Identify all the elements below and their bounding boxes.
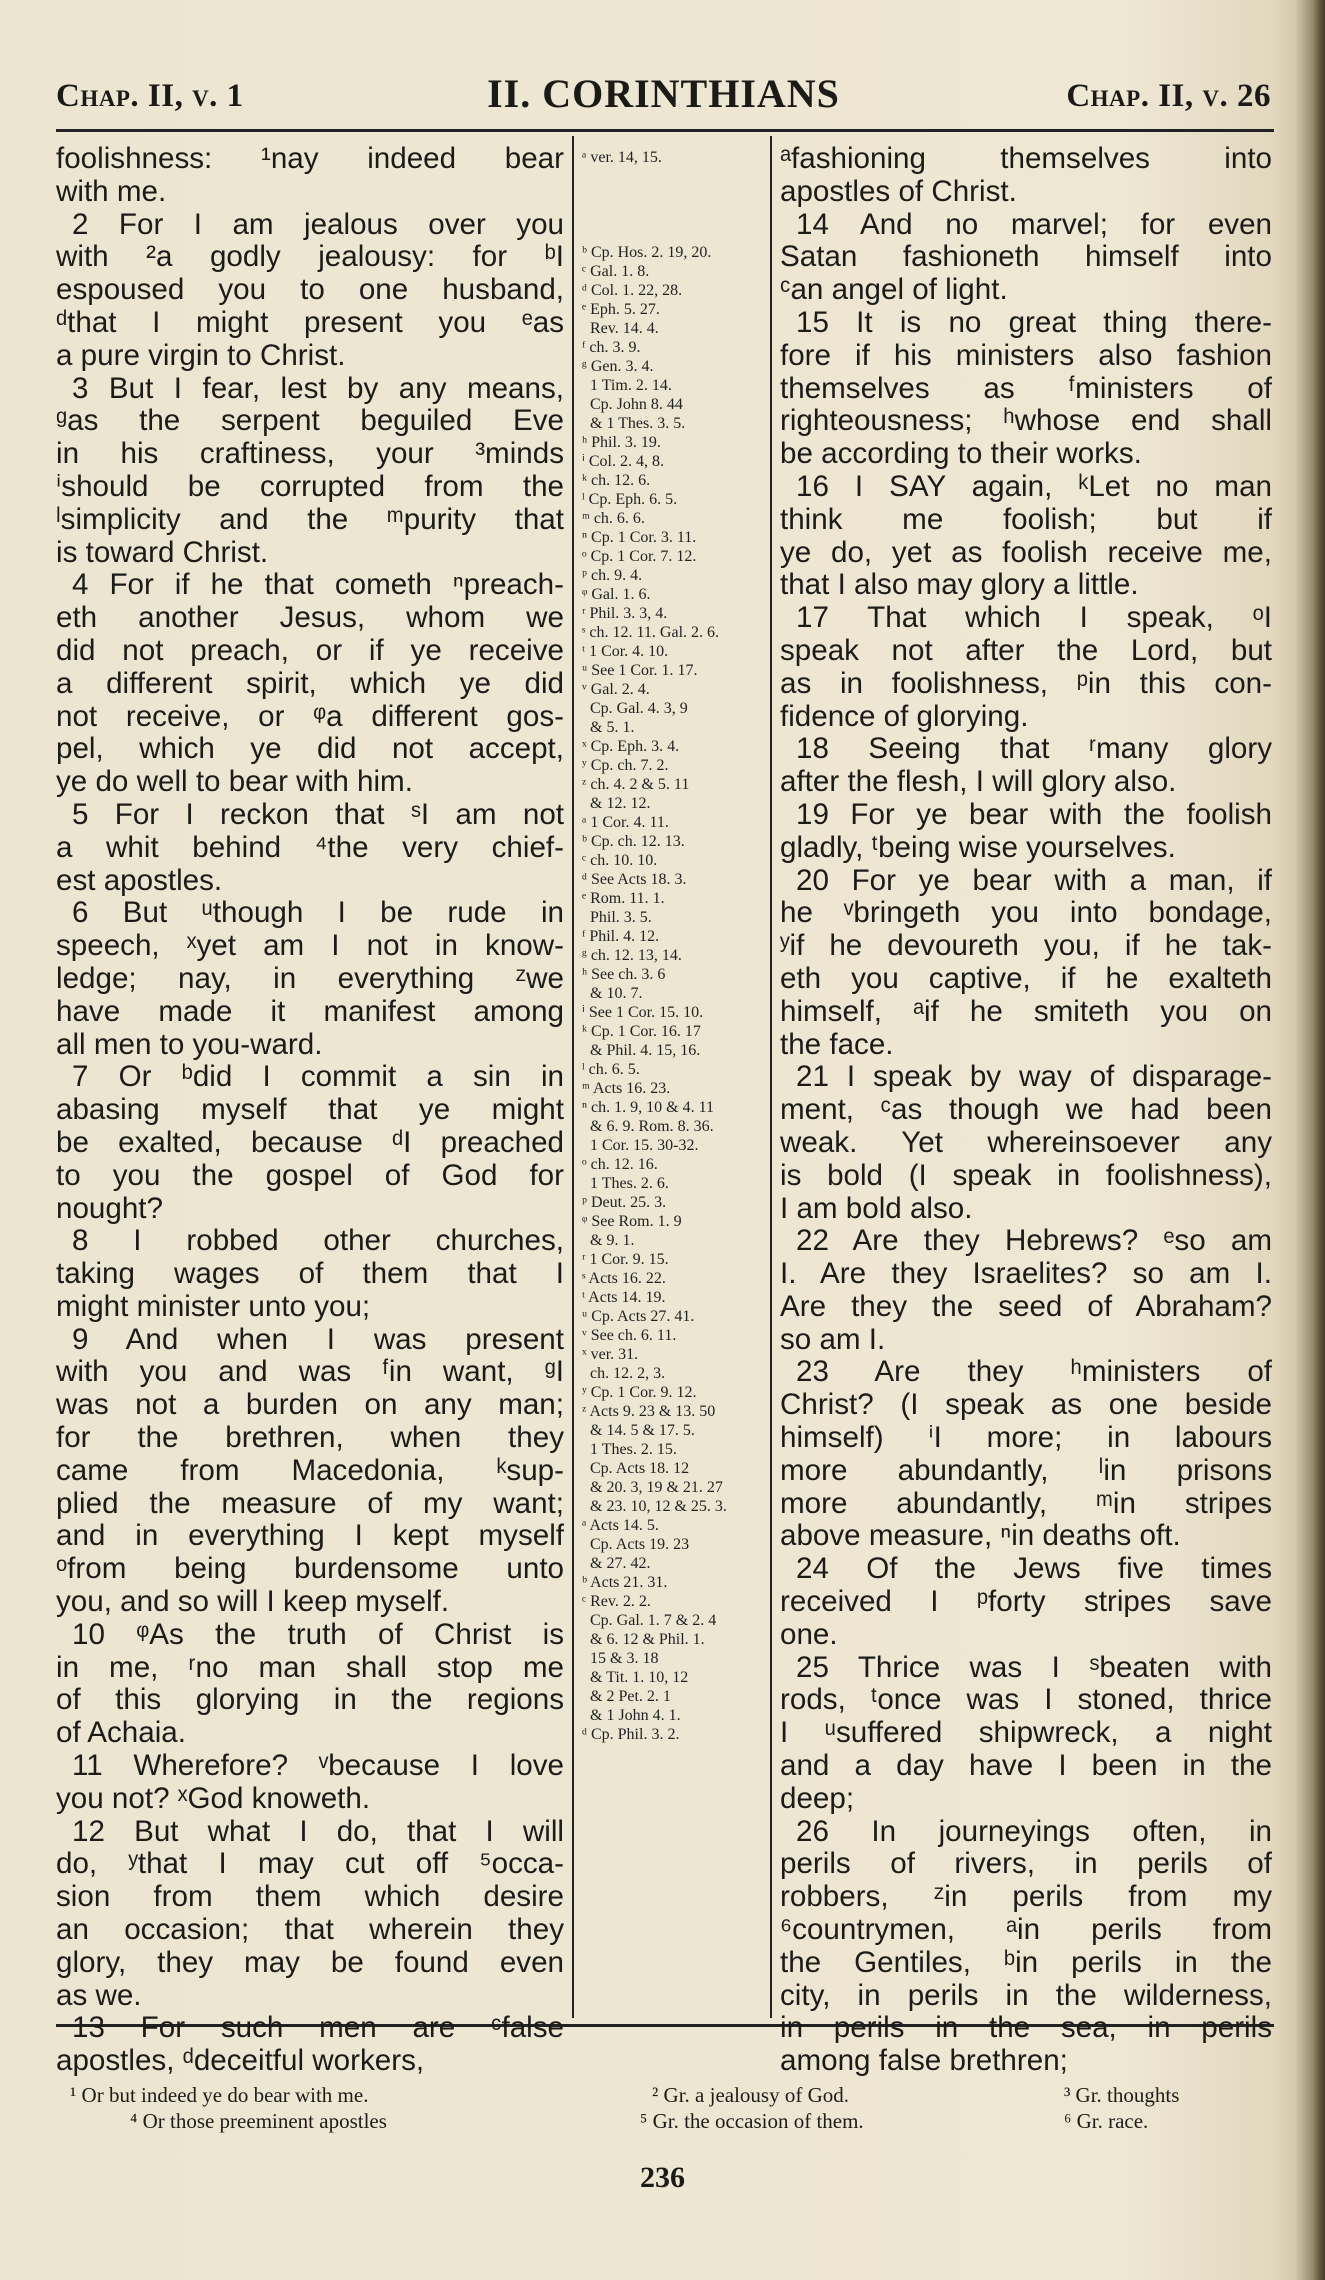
header-chapter-end: Chap. II, v. 26 xyxy=(1066,78,1271,114)
verse-line: ⁶countrymen, ᵃin perils from xyxy=(780,1913,1272,1947)
cross-reference: & Tit. 1. 10, 12 xyxy=(582,1669,689,1686)
cross-reference: & 2 Pet. 2. 1 xyxy=(582,1688,671,1705)
verse-line: plied the measure of my want; xyxy=(56,1486,564,1520)
cross-reference: & 10. 7. xyxy=(582,985,643,1002)
cross-reference: Cp. Gal. 1. 7 & 2. 4 xyxy=(582,1612,717,1629)
verse-line: eth another Jesus, whom we xyxy=(56,601,564,635)
cross-reference: ᵈ See Acts 18. 3. xyxy=(582,871,687,888)
cross-reference: ᵃ ver. 14, 15. xyxy=(582,149,662,166)
cross-reference: Rev. 14. 4. xyxy=(582,320,659,337)
cross-reference-column xyxy=(582,148,760,1744)
cross-reference: Cp. Gal. 4. 3, 9 xyxy=(582,700,688,717)
cross-reference: 1 Thes. 2. 6. xyxy=(582,1175,669,1192)
cross-reference: ᵏ ch. 12. 6. xyxy=(582,472,651,489)
right-text-column xyxy=(780,143,1272,2078)
cross-reference: ʳ 1 Cor. 9. 15. xyxy=(582,1251,669,1268)
verse-line: of Achaia. xyxy=(56,1716,186,1750)
verse-line: think me foolish; but if xyxy=(780,502,1272,536)
verse-line: in his craftiness, your ³minds xyxy=(56,437,564,471)
cross-reference: ᵠ Gal. 1. 6. xyxy=(582,586,651,603)
verse-line: more abundantly, ᵐin stripes xyxy=(780,1486,1272,1520)
cross-reference: ᵒ ch. 12. 16. xyxy=(582,1156,658,1173)
verse-line: in perils in the sea, in perils xyxy=(780,2011,1272,2045)
cross-reference: ʸ Cp. ch. 7. 2. xyxy=(582,757,669,774)
verse-line: is bold (I speak in foolishness), xyxy=(780,1158,1272,1192)
cross-reference: ᵠ See Rom. 1. 9 xyxy=(582,1213,682,1230)
cross-reference: ᶻ Acts 9. 23 & 13. 50 xyxy=(582,1403,716,1420)
verse-line: as in foolishness, ᵖin this con- xyxy=(780,666,1272,700)
verse-line: ye do, yet as foolish receive me, xyxy=(780,535,1272,569)
verse-line: 23 Are they ʰministers of xyxy=(796,1355,1272,1389)
cross-reference: ⁿ Cp. 1 Cor. 3. 11. xyxy=(582,529,697,546)
verse-line: 11 Wherefore? ᵛbecause I love xyxy=(72,1749,564,1783)
verse-line: a pure virgin to Christ. xyxy=(56,338,346,372)
verse-line: 22 Are they Hebrews? ᵉso am xyxy=(796,1224,1272,1258)
cross-reference: & 1 John 4. 1. xyxy=(582,1707,681,1724)
verse-line: among false brethren; xyxy=(780,2044,1068,2078)
verse-line: 8 I robbed other churches, xyxy=(72,1224,564,1258)
verse-line: ᵃfashioning themselves into xyxy=(780,142,1272,175)
cross-reference: ᵍ Gen. 3. 4. xyxy=(582,358,654,375)
cross-reference: ʰ See ch. 3. 6 xyxy=(582,966,666,983)
verse-line: more abundantly, ˡin prisons xyxy=(780,1453,1272,1487)
cross-reference: ᵃ 1 Cor. 4. 11. xyxy=(582,814,669,831)
cross-reference: ᵍ ch. 12. 13, 14. xyxy=(582,947,682,964)
verse-line: is toward Christ. xyxy=(56,535,269,569)
cross-reference: & 14. 5 & 17. 5. xyxy=(582,1422,695,1439)
verse-line: 26 In journeyings often, in xyxy=(796,1814,1272,1848)
header-rule xyxy=(56,129,1274,132)
verse-line: ye do well to bear with him. xyxy=(56,765,413,799)
verse-line: 10 ᵠAs the truth of Christ is xyxy=(72,1617,564,1651)
cross-reference: ˣ ver. 31. xyxy=(582,1346,639,1363)
verse-line: the face. xyxy=(780,1027,894,1061)
cross-reference: ᵖ ch. 9. 4. xyxy=(582,567,643,584)
cross-reference: ᵉ Eph. 5. 27. xyxy=(582,301,660,318)
verse-line: gladly, ᵗbeing wise yourselves. xyxy=(780,830,1176,864)
verse-line: est apostles. xyxy=(56,863,223,897)
verse-line: 14 And no marvel; for even xyxy=(796,207,1272,241)
cross-reference: ᶜ Gal. 1. 8. xyxy=(582,263,650,280)
cross-reference: 15 & 3. 18 xyxy=(582,1650,659,1667)
verse-line: you, and so will I keep myself. xyxy=(56,1585,450,1619)
verse-line: himself, ᵃif he smiteth you on xyxy=(780,994,1272,1028)
verse-line: was not a burden on any man; xyxy=(56,1388,564,1422)
verse-line: in me, ʳno man shall stop me xyxy=(56,1650,564,1684)
verse-line: 17 That which I speak, ᵒI xyxy=(796,601,1272,635)
verse-line: 24 Of the Jews five times xyxy=(796,1552,1272,1586)
cross-reference: ᶠ ch. 3. 9. xyxy=(582,339,641,356)
verse-line: ˡsimplicity and the ᵐpurity that xyxy=(56,502,564,536)
verse-line: glory, they may be found even xyxy=(56,1945,564,1979)
verse-line: be exalted, because ᵈI preached xyxy=(56,1125,564,1159)
verse-line: abasing myself that ye might xyxy=(56,1093,564,1127)
verse-line: themselves as ᶠministers of xyxy=(780,371,1272,405)
cross-reference: & 20. 3, 19 & 21. 27 xyxy=(582,1479,723,1496)
verse-line: so am I. xyxy=(780,1322,886,1356)
verse-line: pel, which ye did not accept, xyxy=(56,732,564,766)
verse-line: taking wages of them that I xyxy=(56,1257,564,1291)
verse-line: apostles, ᵈdeceitful workers, xyxy=(56,2044,425,2078)
left-text-column xyxy=(56,143,564,2078)
footnote-1: ¹ Or but indeed ye do bear with me. xyxy=(70,2083,369,2107)
verse-line: robbers, ᶻin perils from my xyxy=(780,1880,1272,1914)
verse-line: I am bold also. xyxy=(780,1191,973,1225)
footnote-4: ⁴ Or those preeminent apostles xyxy=(130,2109,387,2133)
verse-line: 15 It is no great thing there- xyxy=(796,305,1272,339)
verse-line: 18 Seeing that ʳmany glory xyxy=(796,732,1272,766)
verse-line: deep; xyxy=(780,1781,855,1815)
verse-line: sion from them which desire xyxy=(56,1880,564,1914)
cross-reference: ⁱ See 1 Cor. 15. 10. xyxy=(582,1004,704,1021)
verse-line: ⁱshould be corrupted from the xyxy=(56,469,564,503)
cross-reference: ˢ ch. 12. 11. Gal. 2. 6. xyxy=(582,624,720,641)
verse-line: ᵒfrom being burdensome unto xyxy=(56,1552,564,1586)
page-number: 236 xyxy=(640,2161,685,2194)
verse-line: espoused you to one husband, xyxy=(56,273,564,307)
verse-line: do, ʸthat I may cut off ⁵occa- xyxy=(56,1847,564,1881)
verse-line: Satan fashioneth himself into xyxy=(780,240,1272,274)
verse-line: ᵍas the serpent beguiled Eve xyxy=(56,404,564,438)
cross-reference: & Phil. 4. 15, 16. xyxy=(582,1042,701,1059)
cross-reference: ˡ Cp. Eph. 6. 5. xyxy=(582,491,678,508)
cross-reference: & 23. 10, 12 & 25. 3. xyxy=(582,1498,727,1515)
cross-reference: & 6. 9. Rom. 8. 36. xyxy=(582,1118,714,1135)
verse-line: righteousness; ʰwhose end shall xyxy=(780,404,1272,438)
footnote-3: ³ Gr. thoughts xyxy=(1064,2083,1180,2107)
cross-reference: ˡ ch. 6. 5. xyxy=(582,1061,640,1078)
verse-line: ᵈthat I might present you ᵉas xyxy=(56,305,564,339)
verse-line: have made it manifest among xyxy=(56,994,564,1028)
cross-reference: Cp. Acts 18. 12 xyxy=(582,1460,690,1477)
verse-line: did not preach, or if ye receive xyxy=(56,633,564,667)
cross-reference xyxy=(582,186,760,205)
cross-reference: 1 Tim. 2. 14. xyxy=(582,377,672,394)
verse-line: ment, ᶜas though we had been xyxy=(780,1093,1272,1127)
cross-reference: ᵘ Cp. Acts 27. 41. xyxy=(582,1308,695,1325)
cross-reference: ᶻ ch. 4. 2 & 5. 11 xyxy=(582,776,690,793)
verse-line: of this glorying in the regions xyxy=(56,1683,564,1717)
verse-line: a different spirit, which ye did xyxy=(56,666,564,700)
verse-line: one. xyxy=(780,1617,838,1651)
cross-reference: Cp. John 8. 44 xyxy=(582,396,683,413)
verse-line: 2 For I am jealous over you xyxy=(72,207,564,241)
footnotes xyxy=(70,2082,1270,2142)
verse-line: came from Macedonia, ᵏsup- xyxy=(56,1453,564,1487)
verse-line: for the brethren, when they xyxy=(56,1421,564,1455)
verse-line: speak not after the Lord, but xyxy=(780,633,1272,667)
cross-reference: ᵇ Cp. Hos. 2. 19, 20. xyxy=(582,244,712,261)
cross-reference: & 5. 1. xyxy=(582,719,635,736)
cross-reference: ᵈ Col. 1. 22, 28. xyxy=(582,282,683,299)
cross-reference: ᵛ Gal. 2. 4. xyxy=(582,681,650,698)
cross-reference: ᵖ Deut. 25. 3. xyxy=(582,1194,667,1211)
book-spine-shadow xyxy=(1295,0,1325,2280)
verse-line: I. Are they Israelites? so am I. xyxy=(780,1257,1272,1291)
cross-reference: & 12. 12. xyxy=(582,795,651,812)
footnote-2: ² Gr. a jealousy of God. xyxy=(652,2083,850,2107)
cross-reference: Phil. 3. 5. xyxy=(582,909,652,926)
verse-line: 19 For ye bear with the foolish xyxy=(796,797,1272,831)
verse-line: 9 And when I was present xyxy=(72,1322,564,1356)
verse-line: himself) ⁱI more; in labours xyxy=(780,1421,1272,1455)
cross-reference: ᶜ ch. 10. 10. xyxy=(582,852,658,869)
cross-reference: & 27. 42. xyxy=(582,1555,651,1572)
verse-line: all men to you-ward. xyxy=(56,1027,323,1061)
cross-reference: 1 Cor. 15. 30-32. xyxy=(582,1137,699,1154)
verse-line: received I ᵖforty stripes save xyxy=(780,1585,1272,1619)
verse-line: you not? ˣGod knoweth. xyxy=(56,1781,371,1815)
cross-reference: ᵘ See 1 Cor. 1. 17. xyxy=(582,662,698,679)
verse-line: as we. xyxy=(56,1978,142,2012)
verse-line: 20 For ye bear with a man, if xyxy=(796,863,1272,897)
verse-line: the Gentiles, ᵇin perils in the xyxy=(780,1945,1272,1979)
column-divider-left xyxy=(572,136,574,2018)
cross-reference: ᵗ 1 Cor. 4. 10. xyxy=(582,643,669,660)
verse-line: after the flesh, I will glory also. xyxy=(780,765,1177,799)
verse-line: an occasion; that wherein they xyxy=(56,1913,564,1947)
verse-line: 12 But what I do, that I will xyxy=(72,1814,564,1848)
verse-line: above measure, ⁿin deaths oft. xyxy=(780,1519,1181,1553)
cross-reference: ᵇ Acts 21. 31. xyxy=(582,1574,668,1591)
cross-reference: ch. 12. 2, 3. xyxy=(582,1365,666,1382)
verse-line: with ²a godly jealousy: for ᵇI xyxy=(56,240,564,274)
verse-line: Christ? (I speak as one beside xyxy=(780,1388,1272,1422)
verse-line: might minister unto you; xyxy=(56,1289,371,1323)
verse-line: rods, ᵗonce was I stoned, thrice xyxy=(780,1683,1272,1717)
column-divider-right xyxy=(770,136,772,2018)
cross-reference: & 6. 12 & Phil. 1. xyxy=(582,1631,705,1648)
verse-line: 21 I speak by way of disparage- xyxy=(796,1060,1272,1094)
cross-reference: ʳ Phil. 3. 3, 4. xyxy=(582,605,668,622)
running-header xyxy=(56,70,1271,126)
verse-line: 25 Thrice was I ˢbeaten with xyxy=(796,1650,1272,1684)
cross-reference xyxy=(582,167,760,186)
cross-reference: ᶜ Rev. 2. 2. xyxy=(582,1593,651,1610)
verse-line: to you the gospel of God for xyxy=(56,1158,564,1192)
cross-reference: & 9. 1. xyxy=(582,1232,635,1249)
cross-reference: & 1 Thes. 3. 5. xyxy=(582,415,686,432)
verse-line: that I also may glory a little. xyxy=(780,568,1139,602)
verse-line: ledge; nay, in everything ᶻwe xyxy=(56,961,564,995)
verse-line: not receive, or ᵠa different gos- xyxy=(56,699,564,733)
cross-reference: ᵉ Rom. 11. 1. xyxy=(582,890,665,907)
cross-reference xyxy=(582,205,760,224)
verse-line: 13 For such men are ᶜfalse xyxy=(72,2011,564,2045)
verse-line: fidence of glorying. xyxy=(780,699,1029,733)
cross-reference: ᵒ Cp. 1 Cor. 7. 12. xyxy=(582,548,697,565)
verse-line: 7 Or ᵇdid I commit a sin in xyxy=(72,1060,564,1094)
cross-reference: ᵇ Cp. ch. 12. 13. xyxy=(582,833,685,850)
verse-line: 4 For if he that cometh ⁿpreach- xyxy=(72,568,564,602)
cross-reference: ᵈ Cp. Phil. 3. 2. xyxy=(582,1726,680,1743)
cross-reference: ʰ Phil. 3. 19. xyxy=(582,434,661,451)
verse-line: city, in perils in the wilderness, xyxy=(780,1978,1272,2012)
verse-line: apostles of Christ. xyxy=(780,174,1017,208)
verse-line: eth you captive, if he exalteth xyxy=(780,961,1272,995)
cross-reference: ᵐ Acts 16. 23. xyxy=(582,1080,671,1097)
verse-line: perils of rivers, in perils of xyxy=(780,1847,1272,1881)
verse-line: Are they the seed of Abraham? xyxy=(780,1289,1272,1323)
cross-reference: Cp. Acts 19. 23 xyxy=(582,1536,690,1553)
cross-reference xyxy=(582,224,760,243)
verse-line: foolishness: ¹nay indeed bear xyxy=(56,142,564,175)
verse-line: weak. Yet whereinsoever any xyxy=(780,1125,1272,1159)
verse-line: and a day have I been in the xyxy=(780,1749,1272,1783)
cross-reference: ᵏ Cp. 1 Cor. 16. 17 xyxy=(582,1023,701,1040)
verse-line: and in everything I kept myself xyxy=(56,1519,564,1553)
verse-line: 5 For I reckon that ˢI am not xyxy=(72,797,564,831)
cross-reference: 1 Thes. 2. 15. xyxy=(582,1441,677,1458)
verse-line: with you and was ᶠin want, ᵍI xyxy=(56,1355,564,1389)
verse-line: I ᵘsuffered shipwreck, a night xyxy=(780,1716,1272,1750)
verse-line: ʸif he devoureth you, if he tak- xyxy=(780,929,1272,963)
cross-reference: ᵐ ch. 6. 6. xyxy=(582,510,645,527)
footnote-5: ⁵ Gr. the occasion of them. xyxy=(640,2109,864,2133)
cross-reference: ᶠ Phil. 4. 12. xyxy=(582,928,660,945)
cross-reference: ʸ Cp. 1 Cor. 9. 12. xyxy=(582,1384,697,1401)
verse-line: speech, ˣyet am I not in know- xyxy=(56,929,564,963)
verse-line: with me. xyxy=(56,174,167,208)
footnote-6: ⁶ Gr. race. xyxy=(1064,2109,1149,2133)
verse-line: he ᵛbringeth you into bondage, xyxy=(780,896,1272,930)
cross-reference: ˣ Cp. Eph. 3. 4. xyxy=(582,738,680,755)
cross-reference: ᵛ See ch. 6. 11. xyxy=(582,1327,677,1344)
cross-reference: ᵗ Acts 14. 19. xyxy=(582,1289,666,1306)
verse-line: fore if his ministers also fashion xyxy=(780,338,1272,372)
verse-line: ᶜan angel of light. xyxy=(780,273,1008,307)
verse-line: 6 But ᵘthough I be rude in xyxy=(72,896,564,930)
cross-reference: ᵃ Acts 14. 5. xyxy=(582,1517,659,1534)
header-chapter-start: Chap. II, v. 1 xyxy=(56,78,244,114)
cross-reference: ˢ Acts 16. 22. xyxy=(582,1270,666,1287)
header-book-title: II. CORINTHIANS xyxy=(487,71,840,116)
verse-line: be according to their works. xyxy=(780,437,1142,471)
cross-reference: ⁱ Col. 2. 4, 8. xyxy=(582,453,664,470)
verse-line: a whit behind ⁴the very chief- xyxy=(56,830,564,864)
cross-reference: ⁿ ch. 1. 9, 10 & 4. 11 xyxy=(582,1099,714,1116)
verse-line: 3 But I fear, lest by any means, xyxy=(72,371,564,405)
verse-line: 16 I SAY again, ᵏLet no man xyxy=(796,469,1272,503)
verse-line: nought? xyxy=(56,1191,163,1225)
